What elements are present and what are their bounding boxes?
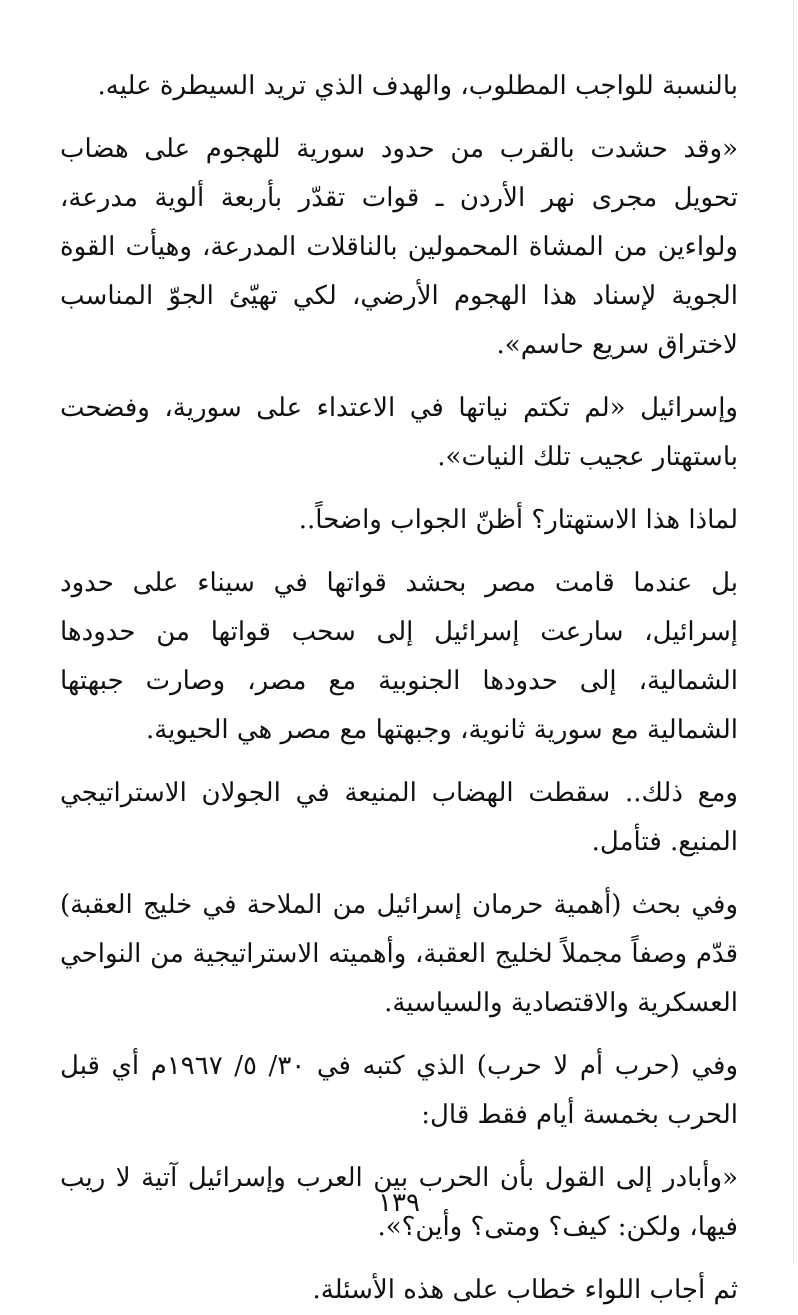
paragraph-8: وفي (حرب أم لا حرب) الذي كتبه في ٣٠/ ٥/ ١٩٦٧م أي قبل الحرب بخمسة أيام فقط قال:: [60, 1051, 738, 1130]
paragraph-1: بالنسبة للواجب المطلوب، والهدف الذي تريد السيطرة عليه.: [97, 71, 738, 101]
paragraph-5: بل عندما قامت مصر بحشد قواتها في سيناء على حدود إسرائيل، سارعت إسرائيل إلى سحب قواتها من حدودها الشمالية، إلى حدودها الجنوبية مع مصر، وصارت جبهتها الشمالية مع سورية ثانوية، وجبهتها مع مصر هي الحيوية.: [60, 568, 738, 745]
paragraph-2: «وقد حشدت بالقرب من حدود سورية للهجوم على هضاب تحويل مجرى نهر الأردن ـ قوات تقدّر بأربعة ألوية مدرعة، ولواءين من المشاة المحمولين بالناقلات المدرعة، وهيأت القوة الجوية لإسناد هذا الهجوم الأرضي، لكي تهيّئ الجوّ المناسب لاختراق سريع حاسم».: [60, 134, 738, 360]
paragraph-7: وفي بحث (أهمية حرمان إسرائيل من الملاحة في خليج العقبة) قدّم وصفاً مجملاً لخليج العقبة، وأهميته الاستراتيجية من النواحي العسكرية والاقتصادية والسياسية.: [60, 890, 738, 1018]
body-text: [60, 62, 738, 1315]
paragraph-3: وإسرائيل «لم تكتم نياتها في الاعتداء على سورية، وفضحت باستهتار عجيب تلك النيات».: [60, 393, 738, 472]
page-edge-line: [793, 0, 794, 1264]
page-number: ١٣٩: [378, 1188, 420, 1218]
paragraph-4: لماذا هذا الاستهتار؟ أظنّ الجواب واضحاً..: [298, 505, 738, 535]
paragraph-9: «وأبادر إلى القول بأن الحرب بين العرب وإسرائيل آتية لا ريب فيها، ولكن: كيف؟ ومتى؟ وأين؟».: [60, 1163, 738, 1242]
paragraph-6: ومع ذلك.. سقطت الهضاب المنيعة في الجولان الاستراتيجي المنيع. فتأمل.: [60, 778, 738, 857]
paragraph-10: ثم أجاب اللواء خطاب على هذه الأسئلة.: [312, 1275, 738, 1305]
